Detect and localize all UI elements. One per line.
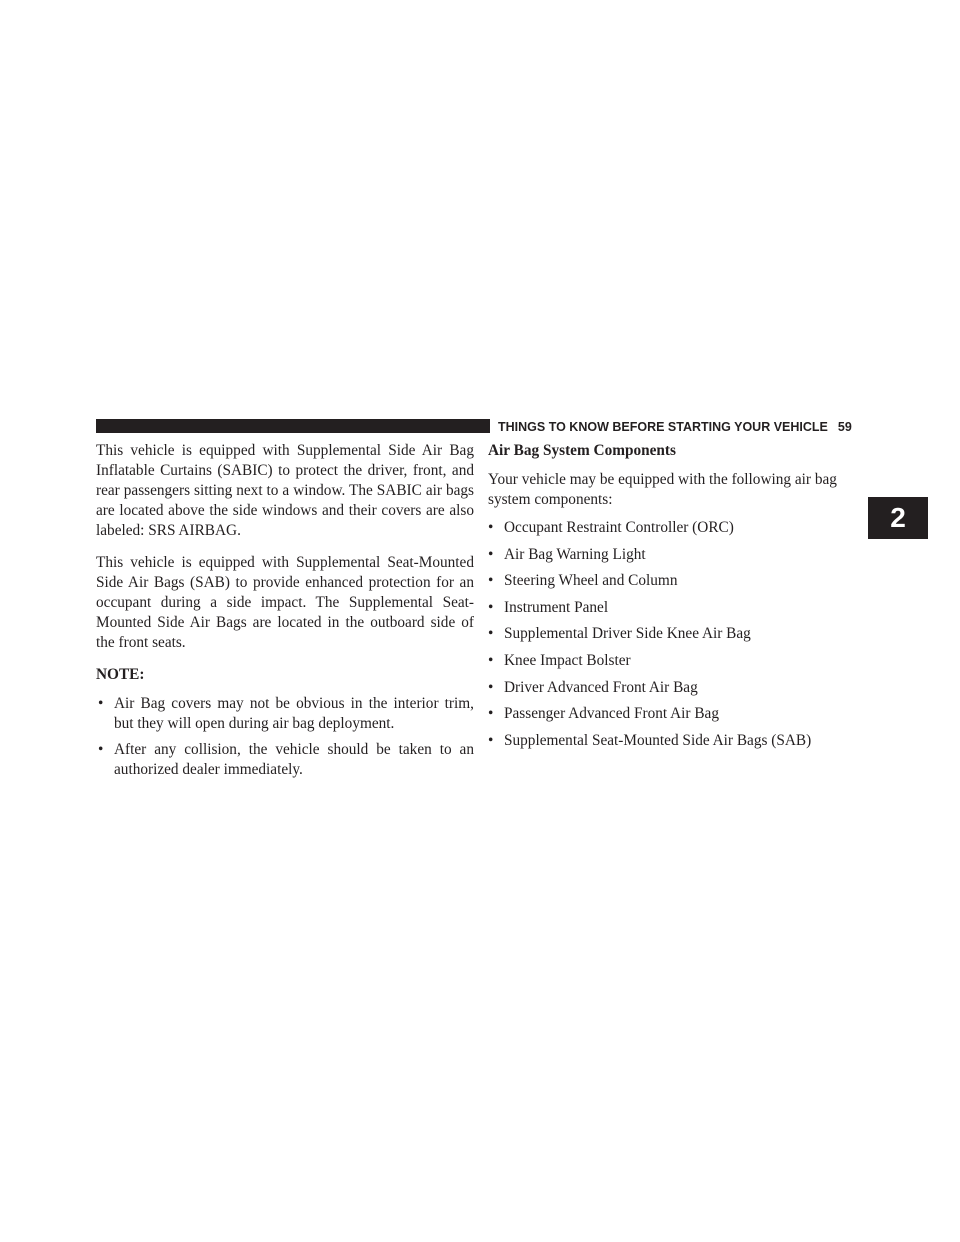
list-item <box>488 571 866 591</box>
list-item <box>488 518 866 538</box>
bullet-icon: • <box>488 678 494 696</box>
component-label: Supplemental Driver Side Knee Air Bag <box>504 625 751 643</box>
note-item-text: Air Bag covers may not be obvious in the interior trim, but they will open during air bag deployment. <box>114 695 474 732</box>
bullet-icon: • <box>98 695 104 712</box>
left-column <box>96 441 474 786</box>
components-intro: Your vehicle may be equipped with the following air bag system components: <box>488 471 837 508</box>
bullet-icon: • <box>488 731 494 749</box>
component-label: Driver Advanced Front Air Bag <box>504 678 698 696</box>
list-item <box>488 545 866 565</box>
bullet-icon: • <box>488 651 494 669</box>
page-number: 59 <box>837 420 852 434</box>
bullet-icon: • <box>488 572 494 590</box>
component-label: Air Bag Warning Light <box>504 545 646 563</box>
note-list <box>96 694 474 780</box>
bullet-icon: • <box>488 519 494 536</box>
chapter-tab: 2 <box>868 497 928 539</box>
running-header <box>498 419 852 435</box>
note-item <box>96 740 474 780</box>
list-item <box>488 704 866 724</box>
note-label: NOTE: <box>96 666 145 683</box>
component-label: Occupant Restraint Controller (ORC) <box>504 519 734 536</box>
list-item <box>488 598 866 618</box>
bullet-icon: • <box>488 598 494 616</box>
bullet-icon: • <box>488 625 494 643</box>
list-item <box>488 731 866 751</box>
section-title: THINGS TO KNOW BEFORE STARTING YOUR VEHICLE <box>498 420 828 434</box>
header-rule <box>96 419 490 433</box>
bullet-icon: • <box>488 705 494 723</box>
component-label: Supplemental Seat-Mounted Side Air Bags (SAB) <box>504 731 812 749</box>
list-item <box>488 651 866 671</box>
component-label: Steering Wheel and Column <box>504 572 678 590</box>
component-label: Instrument Panel <box>504 598 609 616</box>
component-label: Passenger Advanced Front Air Bag <box>504 705 719 723</box>
note-item <box>96 694 474 734</box>
components-list <box>488 518 866 751</box>
bullet-icon: • <box>488 545 494 563</box>
sab-paragraph: This vehicle is equipped with Supplemental Seat-Mounted Side Air Bags (SAB) to provide enhanced protection for an occupant during a side impact. The Supplemental Seat-Mounted Side Air Bags are located in the outboard side of the front seats. <box>96 554 474 651</box>
component-label: Knee Impact Bolster <box>504 651 631 669</box>
section-heading: Air Bag System Components <box>488 442 676 459</box>
note-item-text: After any collision, the vehicle should be taken to an authorized dealer immediately. <box>114 741 474 778</box>
right-column <box>488 441 866 757</box>
sabic-paragraph: This vehicle is equipped with Supplemental Side Air Bag Inflatable Curtains (SABIC) to protect the driver, front, and rear passengers sitting next to a window. The SABIC air bags are located above the side windows and their covers are also labeled: SRS AIRBAG. <box>96 442 474 539</box>
bullet-icon: • <box>98 741 104 758</box>
list-item <box>488 624 866 644</box>
list-item <box>488 678 866 698</box>
